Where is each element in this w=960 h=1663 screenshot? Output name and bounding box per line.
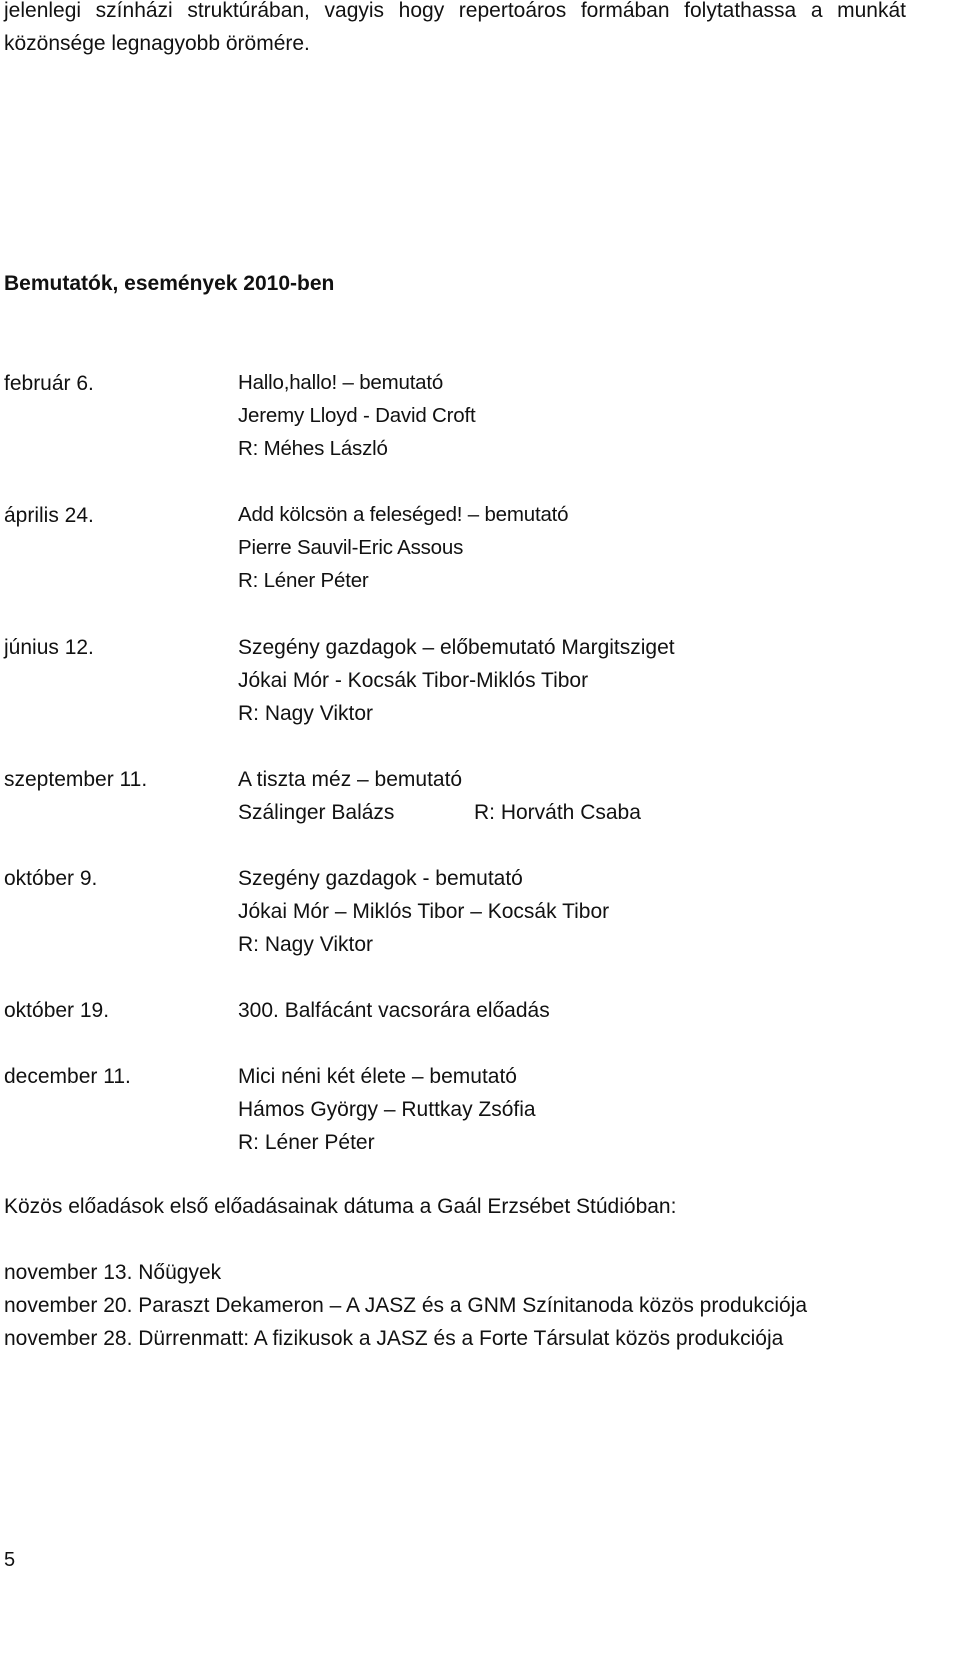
event-title: Mici néni két élete – bemutató xyxy=(238,1065,517,1088)
event-title: Add kölcsön a feleséged! – bemutató xyxy=(238,503,569,526)
event-date: június 12. xyxy=(4,636,94,659)
event-date: október 19. xyxy=(4,999,110,1022)
event-authors: Jeremy Lloyd - David Croft xyxy=(238,404,476,427)
joint-performance-item: november 28. Dürrenmatt: A fizikusok a JASZ és a Forte Társulat közös produkciója xyxy=(4,1327,784,1350)
event-date: február 6. xyxy=(4,372,94,395)
event-authors: Jókai Mór - Kocsák Tibor-Miklós Tibor xyxy=(238,669,589,692)
event-director: R: Léner Péter xyxy=(238,1131,375,1154)
event-director: R: Horváth Csaba xyxy=(474,801,641,824)
joint-performance-item: november 13. Nőügyek xyxy=(4,1261,222,1284)
section-heading: Bemutatók, események 2010-ben xyxy=(4,272,335,295)
event-title: A tiszta méz – bemutató xyxy=(238,768,463,791)
intro-paragraph: jelenlegi színházi struktúrában, vagyis hogy repertoáros formában folytathassa a munkát közönsége legnagyobb örömére. xyxy=(4,0,906,55)
joint-performances-heading: Közös előadások első előadásainak dátuma a Gaál Erzsébet Stúdióban: xyxy=(4,1195,677,1218)
event-director: R: Méhes László xyxy=(238,437,388,460)
page-number: 5 xyxy=(4,1549,16,1571)
joint-performance-item: november 20. Paraszt Dekameron – A JASZ és a GNM Színitanoda közös produkciója xyxy=(4,1294,808,1317)
event-director: R: Léner Péter xyxy=(238,569,369,592)
event-authors: Hámos György – Ruttkay Zsófia xyxy=(238,1098,536,1121)
event-title: Szegény gazdagok – előbemutató Margitsziget xyxy=(238,636,675,659)
event-date: október 9. xyxy=(4,867,98,890)
event-date: december 11. xyxy=(4,1065,131,1088)
event-authors: Szálinger Balázs xyxy=(238,801,395,824)
event-title: Hallo,hallo! – bemutató xyxy=(238,371,444,394)
event-director: R: Nagy Viktor xyxy=(238,702,373,725)
event-date: április 24. xyxy=(4,504,94,527)
event-authors: Pierre Sauvil-Eric Assous xyxy=(238,536,464,559)
event-title: 300. Balfácánt vacsorára előadás xyxy=(238,999,550,1022)
event-title: Szegény gazdagok - bemutató xyxy=(238,867,523,890)
event-director: R: Nagy Viktor xyxy=(238,933,373,956)
event-date: szeptember 11. xyxy=(4,768,148,791)
event-authors: Jókai Mór – Miklós Tibor – Kocsák Tibor xyxy=(238,900,610,923)
